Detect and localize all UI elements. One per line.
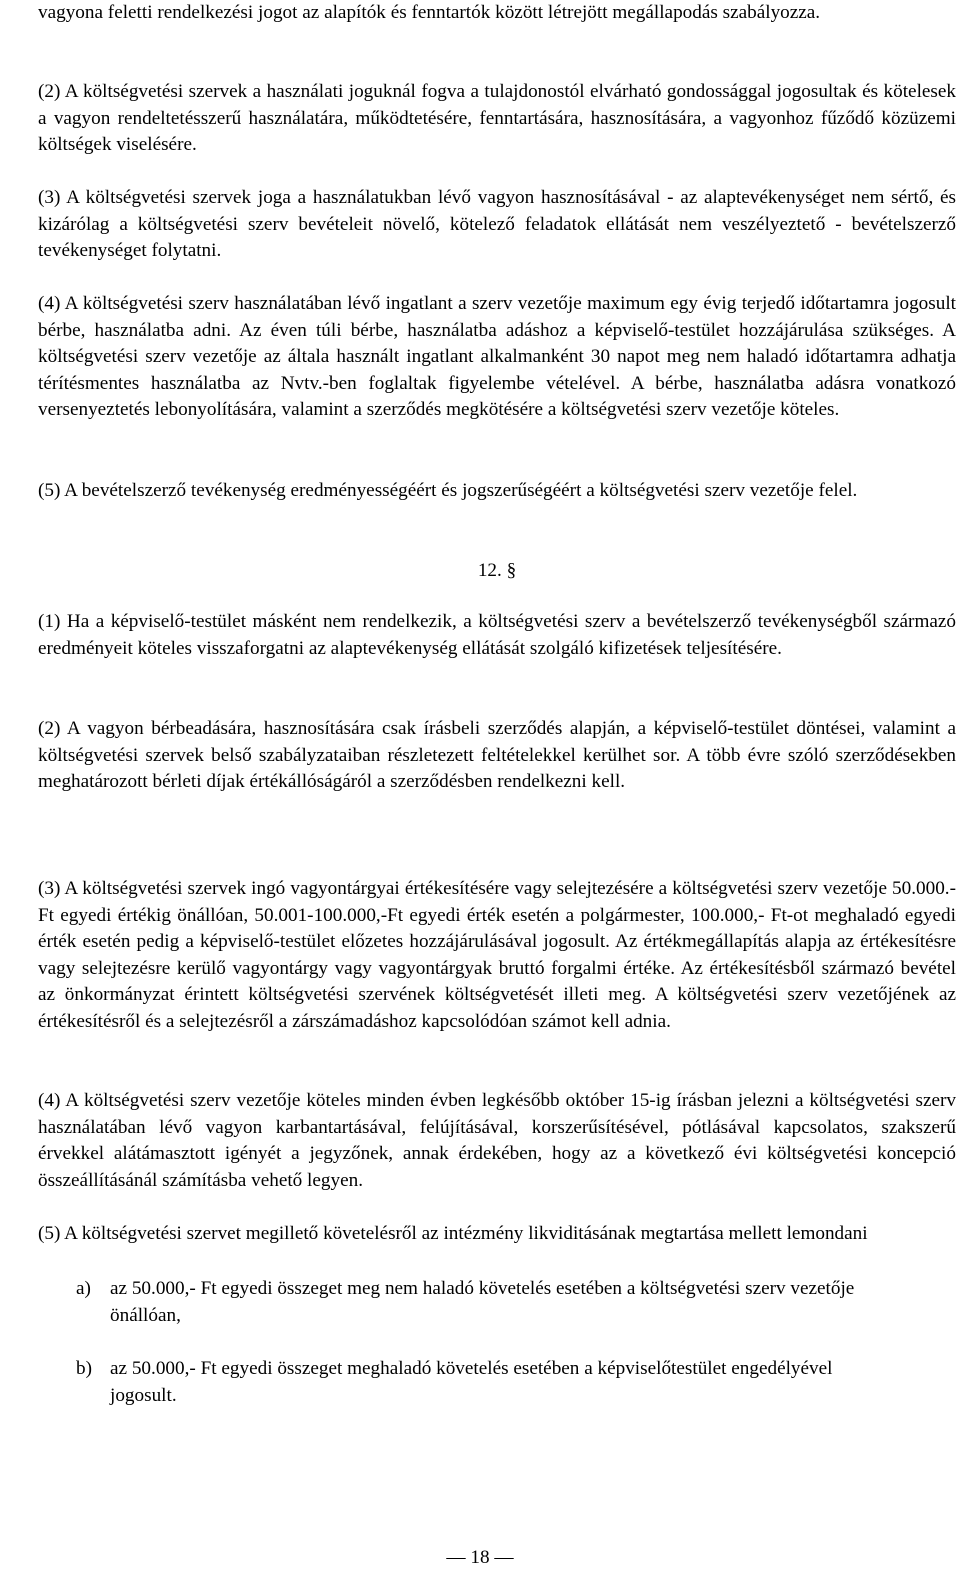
- list-item-text: az 50.000,- Ft egyedi összeget meg nem haladó követelés esetében a költségvetési szerv vezetője önállóan,: [110, 1278, 855, 1326]
- paragraph-11-2: (2) A költségvetési szervek a használati joguknál fogva a tulajdonostól elvárható gondossággal jogosultak és kötelesek a vagyon rendeltetésszerű használatára, működtetésére, fenntartására, hasznosítására, a vagyonhoz fűződő közüzemi költségek viselésére.: [38, 81, 956, 155]
- page-number: — 18 —: [446, 1547, 514, 1568]
- list-item-label: b): [76, 1358, 92, 1379]
- section-title: 12. §: [477, 560, 517, 581]
- paragraph-12-1: (1) Ha a képviselő-testület másként nem rendelkezik, a költségvetési szerv a bevételszerző tevékenységből származó eredményeit köteles visszaforgatni az alaptevékenység ellátását szolgáló kifizetések teljesítésére.: [38, 611, 956, 659]
- paragraph-intro: vagyona feletti rendelkezési jogot az alapítók és fenntartók között létrejött megállapodás szabályozza.: [38, 2, 821, 23]
- paragraph-11-3: (3) A költségvetési szervek joga a használatukban lévő vagyon hasznosításával - az alaptevékenységet nem sértő, és kizárólag a költségvetési szerv bevételeit növelő, kötelező feladatok ellátását nem veszélyeztető - bevételszerző tevékenységet folytatni.: [38, 187, 956, 261]
- paragraph-12-2: (2) A vagyon bérbeadására, hasznosítására csak írásbeli szerződés alapján, a képviselő-testület döntései, valamint a költségvetési szervek belső szabályzataiban részletezett feltételekkel kerülhet sor. A több évre szóló szerződésekben meghatározott bérleti díjak értékállóságáról a szerződésben rendelkezni kell.: [38, 718, 956, 792]
- paragraph-12-4: (4) A költségvetési szerv vezetője köteles minden évben legkésőbb október 15-ig írásban jelezni a költségvetési szerv használatában lévő vagyon karbantartásával, felújításával, korszerűsítésével, pótlásával kapcsolatos, szakszerű érvekkel alátámasztott igényét a jegyzőnek, annak érdekében, hogy az a következő évi költségvetési koncepció összeállításánál számításba vehető legyen.: [38, 1090, 956, 1191]
- list-item-text: az 50.000,- Ft egyedi összeget meghaladó követelés esetében a képviselőtestület engedélyével jogosult.: [110, 1358, 833, 1406]
- paragraph-12-5: (5) A költségvetési szervet megillető követelésről az intézmény likviditásának megtartása mellett lemondani: [38, 1223, 868, 1244]
- paragraph-12-3: (3) A költségvetési szervek ingó vagyontárgyai értékesítésére vagy selejtezésére a költségvetési szerv vezetője 50.000.- Ft egyedi értékig önállóan, 50.001-100.000,-Ft egyedi érték esetén a polgármester, 100.000,- Ft-ot meghaladó egyedi érték esetén pedig a képviselő-testület előzetes hozzájárulásával jogosult. Az értékmegállapítás alapja az értékesítésre vagy selejtezésre kerülő vagyontárgy vagy vagyontárgyak bruttó forgalmi értéke. Az értékesítésből származó bevétel az önkormányzat érintett költségvetési szervének költségvetését illeti meg. A költségvetési szerv vezetőjének az értékesítésről és a selejtezésről a zárszámadáshoz kapcsolódóan számot kell adnia.: [38, 878, 956, 1032]
- paragraph-11-5: (5) A bevételszerző tevékenység eredményességéért és jogszerűségéért a költségvetési szerv vezetője felel.: [38, 480, 858, 501]
- paragraph-11-4: (4) A költségvetési szerv használatában lévő ingatlant a szerv vezetője maximum egy évig terjedő időtartamra jogosult bérbe, használatba adni. Az éven túli bérbe, használatba adáshoz a képviselő-testület hozzájárulása szükséges. A költségvetési szerv vezetője az általa használt ingatlant alkalmanként 30 napot meg nem haladó időtartamra adhatja térítésmentes használatba az Nvtv.-ben foglaltak figyelembe vételével. A bérbe, használatba adásra vonatkozó versenyeztetés lebonyolítására, valamint a szerződés megkötésére a költségvetési szerv vezetője köteles.: [38, 293, 956, 420]
- list-item-label: a): [76, 1278, 91, 1299]
- list-item: [38, 1356, 956, 1410]
- list-item: [38, 1276, 956, 1330]
